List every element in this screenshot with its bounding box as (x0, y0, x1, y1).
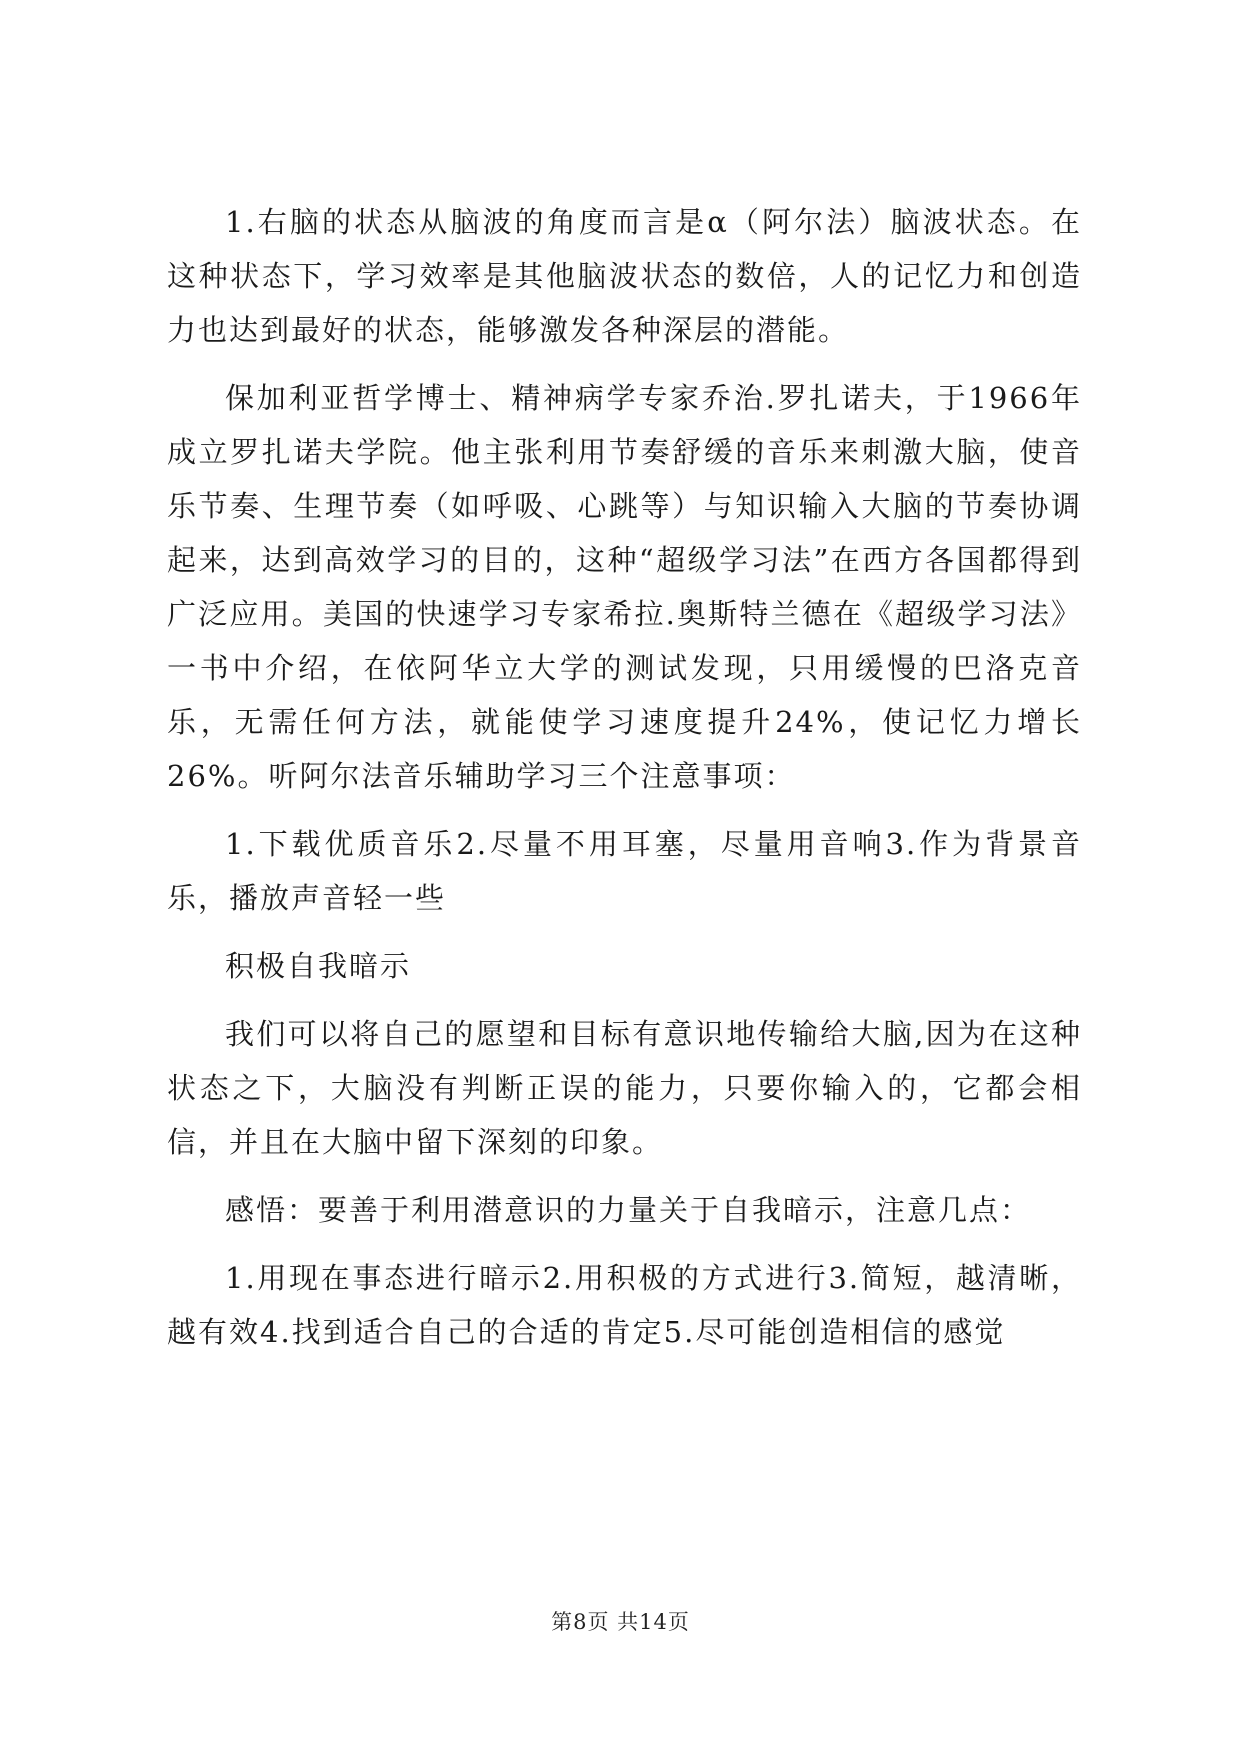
document-body (167, 195, 1082, 1373)
page-number: 第8页 共14页 (551, 1610, 690, 1634)
paragraph-suggestion-tips: 1.用现在事态进行暗示2.用积极的方式进行3.简短，越清晰，越有效4.找到适合自己的合适的肯定5.尽可能创造相信的感觉 (167, 1261, 1082, 1349)
paragraph-music-tips: 1.下载优质音乐2.尽量不用耳塞，尽量用音响3.作为背景音乐，播放声音轻一些 (167, 827, 1082, 915)
paragraph-insight: 感悟：要善于利用潜意识的力量关于自我暗示，注意几点： (225, 1193, 1032, 1227)
paragraph-subconscious: 我们可以将自己的愿望和目标有意识地传输给大脑,因为在这种状态之下，大脑没有判断正误的能力，只要你输入的，它都会相信，并且在大脑中留下深刻的印象。 (167, 1017, 1082, 1159)
paragraph-lozanov: 保加利亚哲学博士、精神病学专家乔治.罗扎诺夫，于1966年成立罗扎诺夫学院。他主张利用节奏舒缓的音乐来刺激大脑，使音乐节奏、生理节奏（如呼吸、心跳等）与知识输入大脑的节奏协调起来，达到高效学习的目的，这种“超级学习法”在西方各国都得到广泛应用。美国的快速学习专家希拉.奥斯特兰德在《超级学习法》一书中介绍，在依阿华立大学的测试发现，只用缓慢的巴洛克音乐，无需任何方法，就能使学习速度提升24%，使记忆力增长26%。听阿尔法音乐辅助学习三个注意事项： (167, 381, 1082, 793)
page-footer (0, 1606, 1241, 1636)
paragraph-alpha-brainwave: 1.右脑的状态从脑波的角度而言是α（阿尔法）脑波状态。在这种状态下，学习效率是其他脑波状态的数倍，人的记忆力和创造力也达到最好的状态，能够激发各种深层的潜能。 (167, 205, 1082, 347)
section-heading-self-suggestion: 积极自我暗示 (225, 949, 412, 983)
